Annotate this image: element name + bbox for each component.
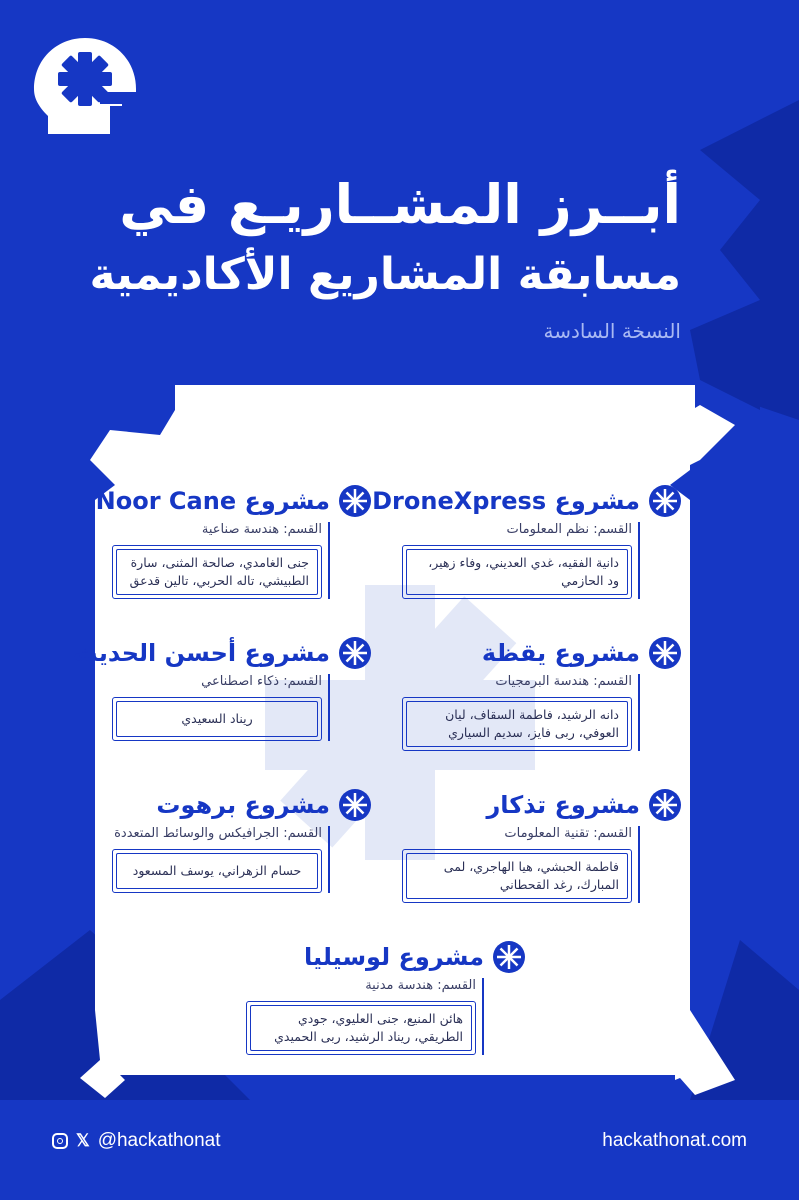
project-members: دانه الرشيد، فاطمة السقاف، ليان العوفي، ربى فايز، سديم السياري bbox=[402, 697, 632, 751]
project-members: دانية الفقيه، غدي العديني، وفاء زهير، ود الحازمي bbox=[402, 545, 632, 599]
project-title: مشروع DroneXpress bbox=[372, 487, 640, 515]
social-handle[interactable] bbox=[52, 1130, 221, 1152]
project-members: ريناد السعيدي bbox=[112, 697, 322, 741]
asterisk-badge-icon bbox=[338, 636, 372, 670]
project-members: جنى الغامدي، صالحة المثنى، سارة الطبيشي، تاله الحربي، تالين قدعق bbox=[112, 545, 322, 599]
project-title: مشروع يقظة bbox=[481, 639, 640, 667]
x-icon[interactable]: 𝕏 bbox=[76, 1131, 90, 1150]
project-card-tedkar bbox=[352, 788, 682, 903]
project-title: مشروع برهوت bbox=[156, 791, 330, 819]
asterisk-badge-icon bbox=[648, 788, 682, 822]
project-department: القسم: هندسة مدنية bbox=[365, 978, 476, 993]
asterisk-badge-icon bbox=[338, 484, 372, 518]
project-title: مشروع أحسن الحديث bbox=[73, 639, 330, 667]
project-card-yaqaza bbox=[352, 636, 682, 751]
project-card-ahsan-alhadith bbox=[42, 636, 372, 741]
project-title: مشروع تذكار bbox=[486, 791, 640, 819]
title-line-2: مسابقة المشاريع الأكاديمية bbox=[89, 249, 681, 300]
asterisk-badge-icon bbox=[648, 636, 682, 670]
asterisk-badge-icon bbox=[648, 484, 682, 518]
project-department: القسم: ذكاء اصطناعي bbox=[201, 674, 322, 689]
project-members: هائن المنيع، جنى العليوي، جودي الطريقي، ريناد الرشيد، ربى الحميدي bbox=[246, 1001, 476, 1055]
project-members: حسام الزهراني، يوسف المسعود bbox=[112, 849, 322, 893]
project-department: القسم: الجرافيكس والوسائط المتعددة bbox=[114, 826, 322, 841]
asterisk-badge-icon bbox=[492, 940, 526, 974]
handle-text[interactable]: @hackathonat bbox=[97, 1130, 221, 1151]
project-department: القسم: هندسة البرمجيات bbox=[495, 674, 632, 689]
title-line-1: أبــرز المشــاريـع في bbox=[119, 173, 681, 236]
project-title: مشروع لوسيليا bbox=[304, 943, 484, 971]
instagram-icon[interactable] bbox=[52, 1133, 68, 1149]
project-card-dronexpress bbox=[352, 484, 682, 599]
project-department: القسم: تقنية المعلومات bbox=[504, 826, 632, 841]
footer bbox=[0, 1128, 799, 1158]
project-members: فاطمة الحبشي، هيا الهاجري، لمى المبارك، رغد القحطاني bbox=[402, 849, 632, 903]
asterisk-badge-icon bbox=[338, 788, 372, 822]
website-link[interactable]: hackathonat.com bbox=[602, 1130, 747, 1151]
project-title: مشروع Noor Cane bbox=[95, 487, 330, 515]
project-department: القسم: نظم المعلومات bbox=[506, 522, 632, 537]
edition-subtitle: النسخة السادسة bbox=[543, 319, 681, 343]
project-department: القسم: هندسة صناعية bbox=[201, 522, 322, 537]
project-card-barhout bbox=[42, 788, 372, 893]
project-card-noor-cane bbox=[42, 484, 372, 599]
project-card-lucilia bbox=[196, 940, 526, 1055]
